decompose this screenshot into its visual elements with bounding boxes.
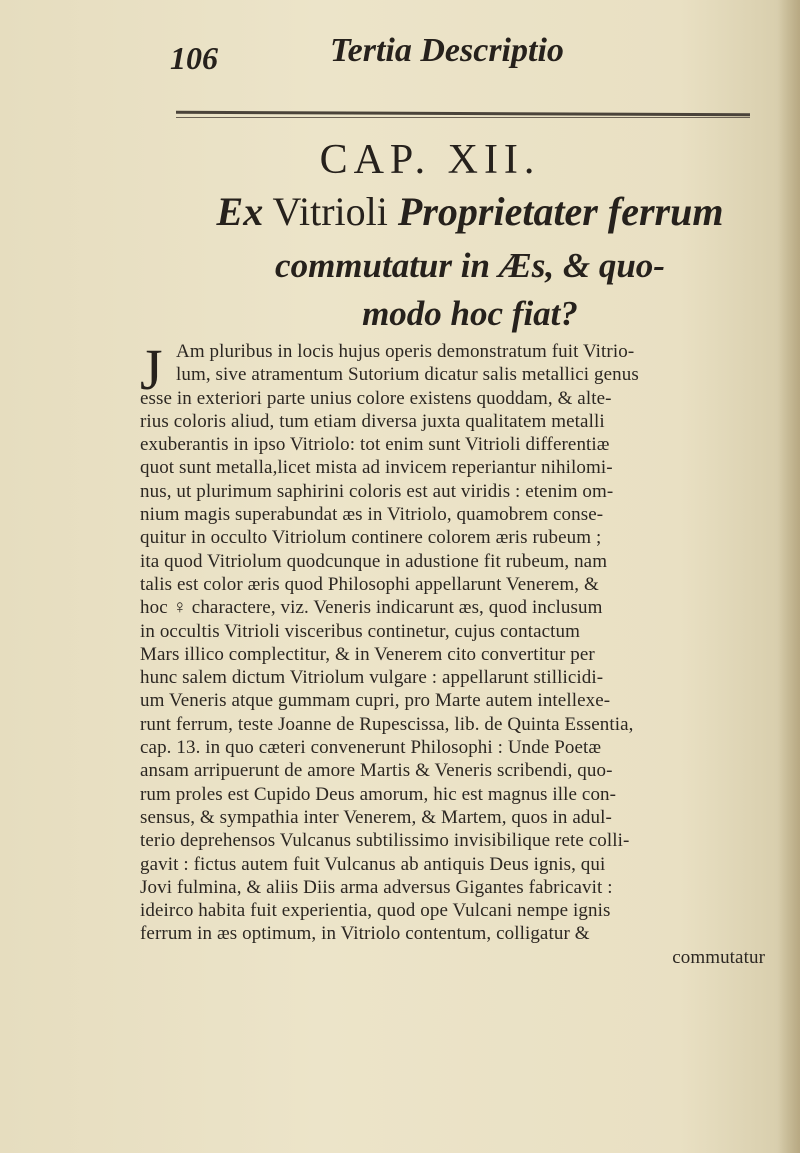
text-line: um Veneris atque gummam cupri, pro Marte autem intellexe-	[140, 690, 611, 712]
chapter-title-line-1: Ex Vitrioli Proprietater ferrum	[216, 189, 724, 234]
text-line: ferrum in æs optimum, in Vitriolo contentum, colligatur &	[140, 923, 590, 945]
text-line: sensus, & sympathia inter Venerem, & Martem, quos in adul-	[140, 806, 612, 828]
text-line: nus, ut plurimum saphirini coloris est aut viridis : etenim om-	[140, 480, 614, 502]
catchword: commutatur	[672, 946, 765, 968]
text-line: rius coloris aliud, tum etiam diversa juxta qualitatem metalli	[140, 410, 605, 432]
text-line: in occultis Vitrioli visceribus continetur, cujus contactum	[140, 620, 581, 642]
text-line: Mars illico complectitur, & in Venerem cito convertitur per	[140, 643, 595, 665]
chapter-title-line-3: modo hoc fiat?	[362, 294, 578, 333]
text-line: cap. 13. in quo cæteri convenerunt Philosophi : Unde Poetæ	[140, 737, 602, 759]
text-line: exuberantis in ipso Vitriolo: tot enim sunt Vitrioli differentiæ	[140, 434, 610, 456]
text-line: lum, sive atramentum Sutorium dicatur salis metallici genus	[176, 364, 639, 386]
running-head	[0, 22, 800, 82]
text-line: runt ferrum, teste Joanne de Rupescissa, lib. de Quinta Essentia,	[140, 713, 634, 735]
running-title: Tertia Descriptio	[330, 32, 564, 69]
text-line: ita quod Vitriolum quodcunque in adustione fit rubeum, nam	[140, 550, 608, 572]
chapter-label: CAP. XII.	[319, 137, 541, 183]
page-number: 106	[170, 40, 218, 76]
text-line: nium magis superabundat æs in Vitriolo, quamobrem conse-	[140, 504, 604, 526]
text-line: ideirco habita fuit experientia, quod ope Vulcani nempe ignis	[140, 900, 611, 922]
drop-capital: J	[140, 337, 163, 402]
header-rule-thin	[176, 117, 750, 118]
text-line: talis est color æris quod Philosophi appellarunt Venerem, &	[140, 573, 599, 595]
text-line: Am pluribus in locis hujus operis demonstratum fuit Vitrio-	[176, 341, 635, 362]
text-line: quitur in occulto Vitriolum continere colorem æris rubeum ;	[140, 527, 602, 549]
text-line: terio deprehensos Vulcanus subtilissimo invisibilique rete colli-	[140, 830, 630, 852]
text-line: hoc ♀ charactere, viz. Veneris indicarunt æs, quod inclusum	[140, 597, 603, 619]
text-line: quot sunt metalla,licet mista ad invicem reperiantur nihilomi-	[140, 457, 613, 479]
text-line: esse in exteriori parte unius colore existens quoddam, & alte-	[140, 387, 612, 409]
text-line: gavit : fictus autem fuit Vulcanus ab antiquis Deus ignis, qui	[140, 853, 606, 875]
text-line: ansam arripuerunt de amore Martis & Veneris scribendi, quo-	[140, 760, 613, 782]
header-rule	[176, 111, 750, 117]
text-line: hunc salem dictum Vitriolum vulgare : appellarunt stillicidi-	[140, 667, 604, 689]
chapter-title-line-2: commutatur in Æs, & quo-	[275, 246, 665, 285]
text-line: Jovi fulmina, & aliis Diis arma adversus Gigantes fabricavit :	[140, 876, 613, 898]
body-text	[140, 337, 765, 969]
text-line: rum proles est Cupido Deus amorum, hic est magnus ille con-	[140, 783, 617, 805]
